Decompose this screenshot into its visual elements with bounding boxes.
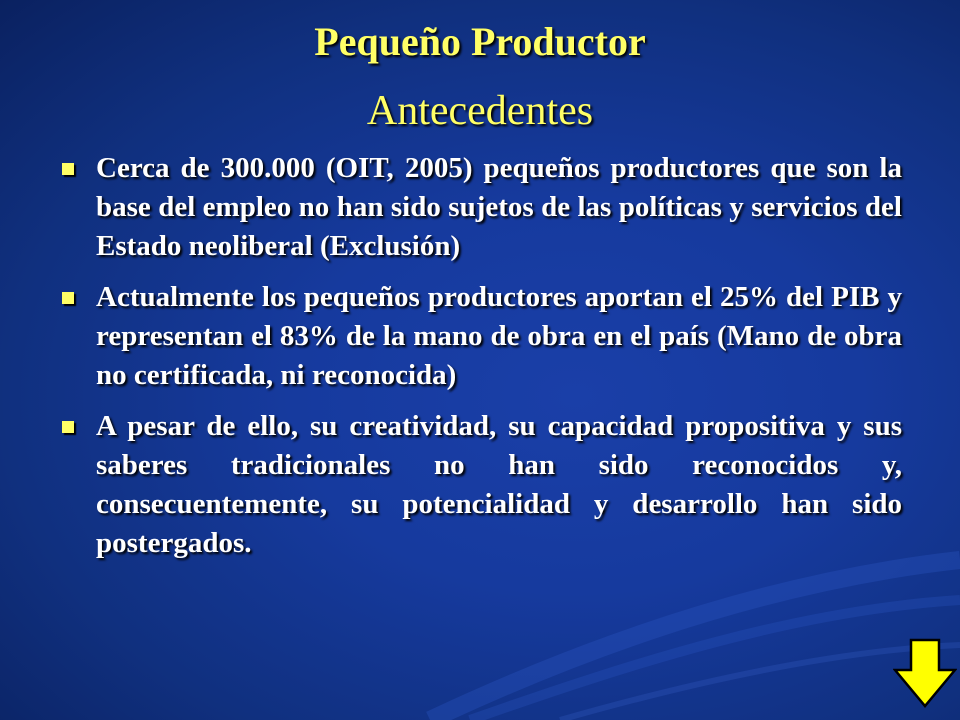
bullet-item	[62, 278, 902, 395]
bullet-item	[62, 407, 902, 563]
square-bullet-icon	[62, 292, 74, 304]
bullet-text: Cerca de 300.000 (OIT, 2005) pequeños productores que son la base del empleo no han sido sujetos de las políticas y servicios del Estado neoliberal (Exclusión)	[96, 152, 902, 262]
slide-title: Pequeño Productor	[314, 19, 646, 64]
slide-subtitle: Antecedentes	[366, 88, 594, 134]
bullet-item	[62, 149, 902, 266]
bullet-list	[62, 149, 902, 575]
square-bullet-icon	[62, 421, 74, 433]
square-bullet-icon	[62, 163, 74, 175]
bullet-text: A pesar de ello, su creatividad, su capacidad propositiva y sus saberes tradicionales no han sido reconocidos y, consecuentemente, su potencialidad y desarrollo han sido postergados.	[96, 410, 902, 559]
bullet-text: Actualmente los pequeños productores aportan el 25% del PIB y representan el 83% de la mano de obra en el país (Mano de obra no certificada, ni reconocida)	[96, 281, 902, 391]
arrow-down-icon[interactable]	[893, 638, 957, 708]
